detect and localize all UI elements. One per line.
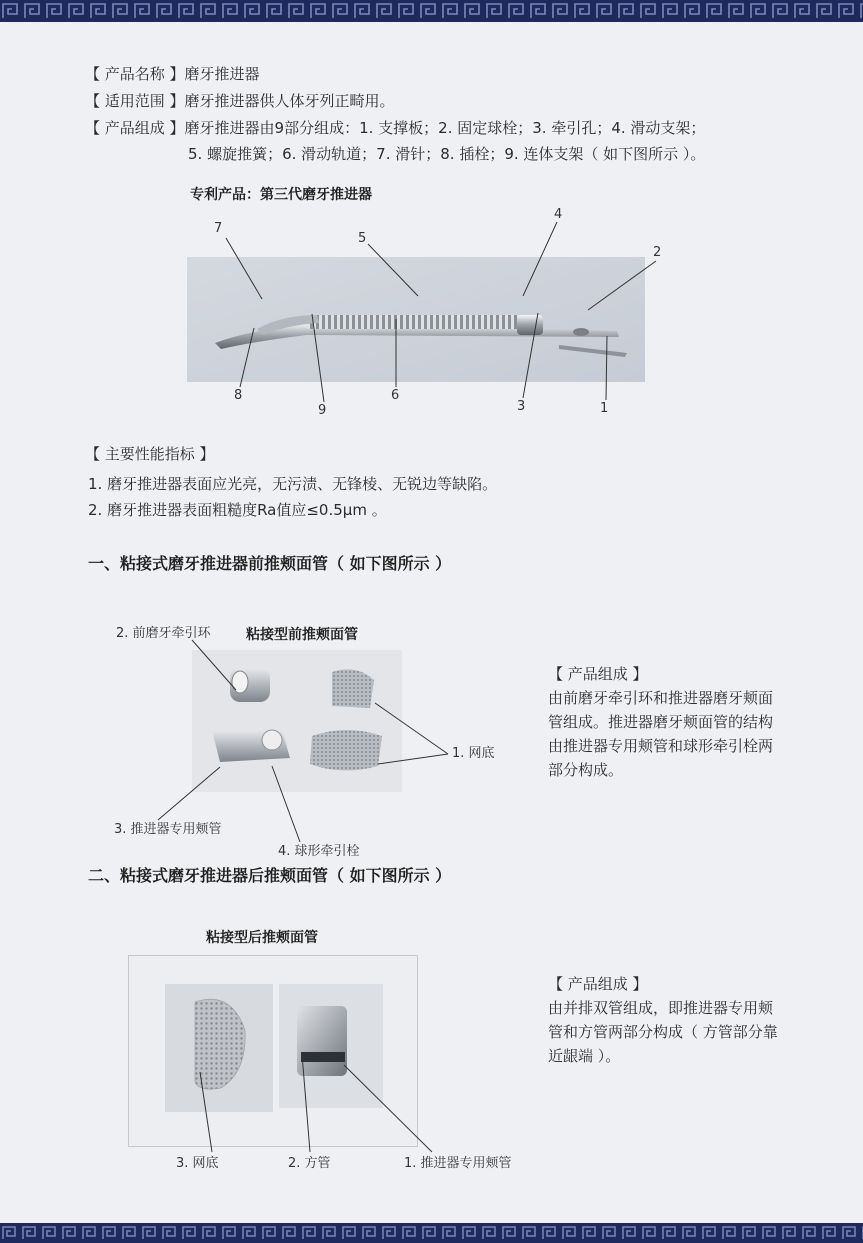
- section2-composition-line: 由并排双管组成，即推进器专用颊: [548, 999, 774, 1017]
- section2-composition-line: 管和方管两部分构成（ 方管部分靠: [548, 1023, 778, 1041]
- section2-composition-heading: 【 产品组成 】: [548, 975, 648, 993]
- footer-border-band: [0, 1223, 863, 1243]
- section1-figure-caption: 粘接型前推颊面管: [246, 627, 358, 643]
- figure1-label-8: 8: [234, 388, 243, 403]
- scope-value: 磨牙推进器供人体牙列正畸用。: [184, 92, 395, 110]
- label-mesh-base-1: 1. 网底: [452, 746, 495, 761]
- figure1-label-6: 6: [391, 388, 400, 403]
- performance-item-2: 2. 磨牙推进器表面粗糙度Ra值应≤0.5μm 。: [88, 501, 387, 519]
- figure1-label-2: 2: [653, 245, 662, 260]
- section2-figure-caption: 粘接型后推颊面管: [206, 930, 318, 946]
- label-special-tube-2: 1. 推进器专用颊管: [404, 1156, 512, 1171]
- composition-line-1: 磨牙推进器由9部分组成：1. 支撑板；2. 固定球栓；3. 牵引孔；4. 滑动支架；: [184, 119, 706, 137]
- figure1-label-9: 9: [318, 403, 327, 418]
- figure1-label-4: 4: [554, 207, 563, 222]
- document-page: [0, 22, 863, 1223]
- section1-composition-heading: 【 产品组成 】: [548, 665, 648, 683]
- section1-title: 一、粘接式磨牙推进器前推颊面管（ 如下图所示 ）: [88, 554, 452, 573]
- figure1-caption: 专利产品：第三代磨牙推进器: [190, 187, 372, 203]
- section1-composition-line: 管组成。推进器磨牙颊面管的结构: [548, 713, 774, 731]
- section1-composition-line: 由前磨牙牵引环和推进器磨牙颊面: [548, 689, 774, 707]
- section1-composition-line: 部分构成。: [548, 761, 624, 779]
- scope-label: 【 适用范围 】: [85, 92, 185, 110]
- label-special-tube-1: 3. 推进器专用颊管: [114, 822, 222, 837]
- section1-composition-line: 由推进器专用颊管和球形牵引栓两: [548, 737, 774, 755]
- header-border-band: [0, 0, 863, 22]
- section2-composition: [548, 972, 778, 1068]
- figure1-label-7: 7: [214, 221, 223, 236]
- label-ball-hook: 4. 球形牵引栓: [278, 844, 360, 859]
- figure1-label-1: 1: [600, 401, 609, 416]
- section2-composition-line: 近龈端 ）。: [548, 1047, 621, 1065]
- label-square-tube: 2. 方管: [288, 1156, 331, 1171]
- figure1-label-3: 3: [517, 399, 526, 414]
- section2-title: 二、粘接式磨牙推进器后推颊面管（ 如下图所示 ）: [88, 866, 452, 885]
- performance-heading: 【 主要性能指标 】: [85, 445, 215, 463]
- product-name-value: 磨牙推进器: [184, 65, 260, 83]
- performance-item-1: 1. 磨牙推进器表面应光亮，无污渍、无锋棱、无锐边等缺陷。: [88, 475, 498, 493]
- product-name-label: 【 产品名称 】: [85, 65, 185, 83]
- figure1-label-5: 5: [358, 231, 367, 246]
- label-front-ring: 2. 前磨牙牵引环: [116, 626, 211, 641]
- composition-label: 【 产品组成 】: [85, 119, 185, 137]
- label-mesh-base-2: 3. 网底: [176, 1156, 219, 1171]
- composition-line-2: 5. 螺旋推簧；6. 滑动轨道；7. 滑针；8. 插栓；9. 连体支架（ 如下图所示 ）。: [188, 145, 706, 163]
